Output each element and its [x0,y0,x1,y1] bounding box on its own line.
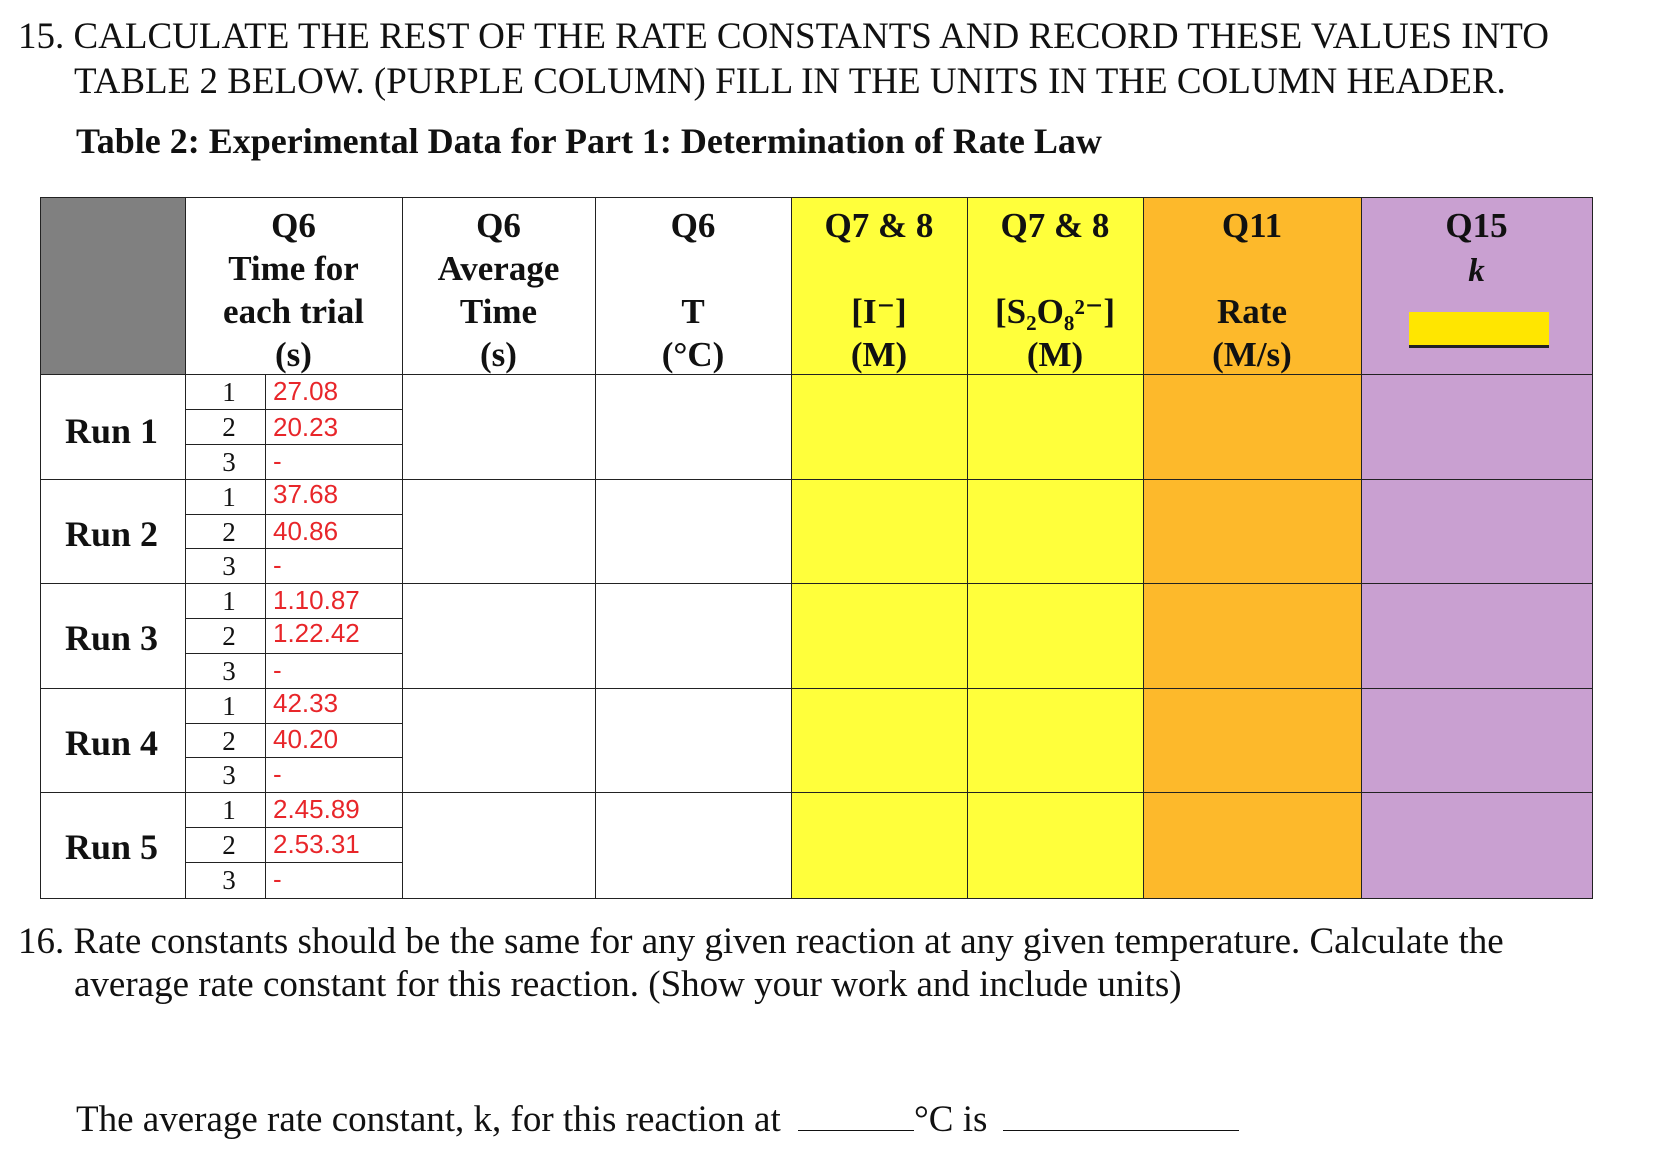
header-average-time: Q6 Average Time (s) [437,206,560,374]
trial-number: 2 [222,517,236,547]
trial-divider [185,548,402,549]
k-units-input[interactable] [1409,312,1549,348]
run-label: Run 4 [65,723,159,763]
trial-time: 2.53.31 [273,829,360,859]
question-16 [18,920,1504,1006]
trial-time: - [273,446,282,476]
trial-number: 1 [222,586,236,616]
col-divider [1361,198,1362,898]
question-15 [18,14,1549,104]
average-rate-constant-statement [76,1098,1239,1141]
trial-number: 1 [222,377,236,407]
trial-divider [185,827,402,828]
run-label: Run 3 [65,618,159,658]
run-label: Run 1 [65,411,159,451]
trial-number: 1 [222,795,236,825]
header-iodide-concentration: Q7 & 8 [I⁻] (M) [824,206,934,374]
trial-number: 2 [222,726,236,756]
header-divider [41,374,1592,375]
trial-time: - [273,759,282,789]
run-divider [41,583,1592,584]
col-divider [595,198,596,898]
trial-time: 2.45.89 [273,794,360,824]
question-16-line-2: average rate constant for this reaction. (Show your work and include units) [74,964,1182,1005]
trial-divider [185,444,402,445]
header-time-for-each-trial: Q6 Time for each trial (s) [223,206,364,374]
question-15-line-1: 15. CALCULATE THE REST OF THE RATE CONSTANTS AND RECORD THESE VALUES INTO [18,16,1549,57]
data-table [40,197,1593,899]
run-divider [41,792,1592,793]
trial-number: 3 [222,447,236,477]
header-rate-constant-k: Q15 k [1445,206,1508,289]
trial-number: 2 [222,621,236,651]
trial-number-divider [265,374,266,898]
header-temperature: Q6 T (°C) [661,206,725,374]
col-divider [791,198,792,898]
trial-divider [185,757,402,758]
trial-divider [185,514,402,515]
col-divider [402,198,403,898]
trial-number: 3 [222,760,236,790]
trial-divider [185,862,402,863]
trial-time: 40.86 [273,516,339,546]
trial-time: 37.68 [273,479,339,509]
question-16-line-1: 16. Rate constants should be the same for any given reaction at any given temperature. Calculate the [18,921,1504,962]
trial-number: 3 [222,551,236,581]
trial-time: 1.10.87 [273,585,360,615]
trial-time: 27.08 [273,376,339,406]
rate-constant-blank[interactable] [1003,1100,1239,1131]
trial-number: 1 [222,691,236,721]
corner-header-cell [41,198,185,374]
header-rate: Q11 Rate (M/s) [1212,206,1292,374]
trial-number: 3 [222,865,236,895]
header-persulfate-concentration: Q7 & 8 [S₂O₈²⁻] (M) [995,206,1115,374]
trial-divider [185,653,402,654]
trial-time: - [273,655,282,685]
col-divider [1143,198,1144,898]
trial-number: 2 [222,830,236,860]
run-label: Run 5 [65,827,159,867]
trial-time: - [273,550,282,580]
trial-number: 1 [222,482,236,512]
trial-divider [185,409,402,410]
trial-time: 42.33 [273,688,339,718]
trial-time: - [273,864,282,894]
table-caption: Table 2: Experimental Data for Part 1: Determination of Rate Law [76,121,1102,161]
trial-time: 20.23 [273,412,339,442]
trial-number: 2 [222,412,236,442]
average-unit: °C is [913,1099,988,1140]
run-label: Run 2 [65,514,159,554]
temperature-blank[interactable] [798,1100,914,1131]
trial-time: 40.20 [273,724,339,754]
col-divider [967,198,968,898]
average-prefix: The average rate constant, k, for this reaction at [76,1099,781,1140]
trial-time: 1.22.42 [273,618,360,648]
question-15-line-2: TABLE 2 BELOW. (PURPLE COLUMN) FILL IN THE UNITS IN THE COLUMN HEADER. [74,61,1506,102]
trial-number: 3 [222,656,236,686]
